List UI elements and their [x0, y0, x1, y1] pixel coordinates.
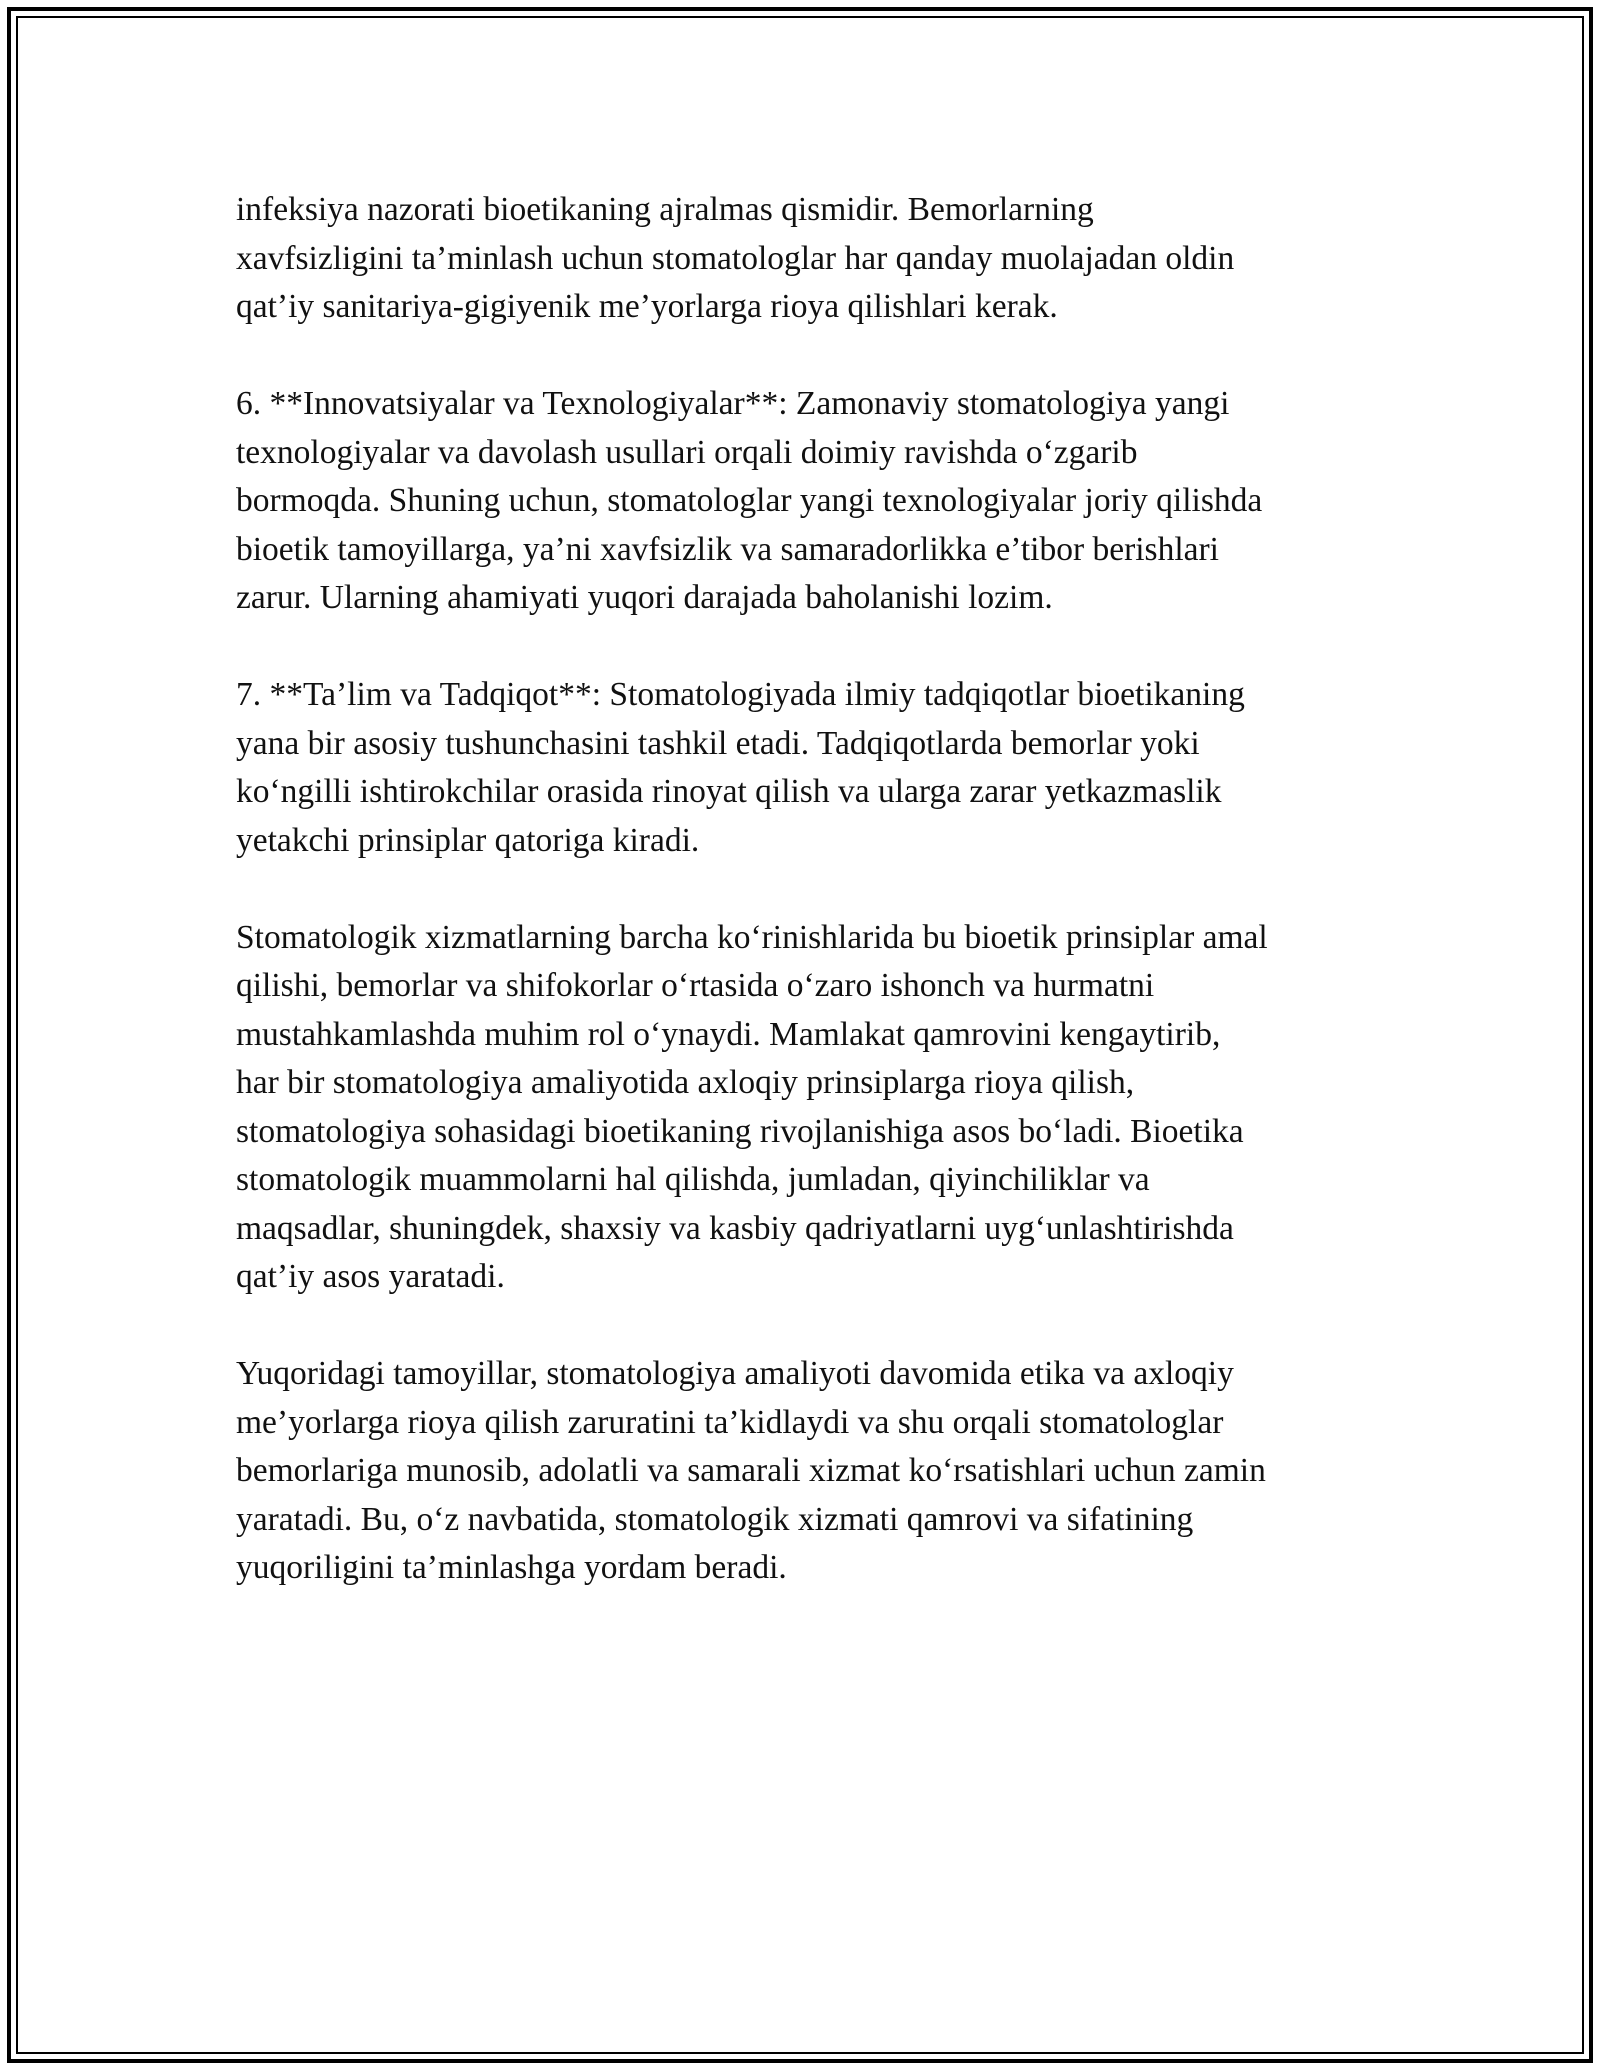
paragraph-stomatological-services: Stomatologik xizmatlarning barcha ko‘rinishlarida bu bioetik prinsiplar amal qilishi, bemorlar va shifokorlar o‘rtasida o‘zaro ishonch va hurmatni mustahkamlashda muhim rol o‘ynaydi. Mamlakat qamrovini kengaytirib, har bir stomatologiya amaliyotida axloqiy prinsiplarga rioya qilish, stomatologiya sohasidagi bioetikaning rivojlanishiga asos bo‘ladi. Bioetika stomatologik muammolarni hal qilishda, jumladan, qiyinchiliklar va maqsadlar, shuningdek, shaxsiy va kasbiy qadriyatlarni uyg‘unlashtirishda qat’iy asos yaratadi.	[236, 918, 1268, 1295]
document-body	[236, 186, 1376, 1593]
paragraph-conclusion: Yuqoridagi tamoyillar, stomatologiya amaliyoti davomida etika va axloqiy me’yorlarga rioya qilish zaruratini ta’kidlaydi va shu orqali stomatologlar bemorlariga munosib, adolatli va samarali xizmat ko‘rsatishlari uchun zamin yaratadi. Bu, o‘z navbatida, stomatologik xizmati qamrovi va sifatining yuqoriligini ta’minlashga yordam beradi.	[236, 1355, 1266, 1586]
paragraph-innovations-technologies: 6. **Innovatsiyalar va Texnologiyalar**: Zamonaviy stomatologiya yangi texnologiyalar va davolash usullari orqali doimiy ravishda o‘zgarib bormoqda. Shuning uchun, stomatologlar yangi texnologiyalar joriy qilishda bioetik tamoyillarga, ya’ni xavfsizlik va samaradorlikka e’tibor berishlari zarur. Ularning ahamiyati yuqori darajada baholanishi lozim.	[236, 385, 1263, 616]
paragraph-infection-control: infeksiya nazorati bioetikaning ajralmas qismidir. Bemorlarning xavfsizligini ta’minlash uchun stomatologlar har qanday muolajadan oldin qat’iy sanitariya-gigiyenik me’yorlarga rioya qilishlari kerak.	[236, 191, 1235, 325]
paragraph-education-research: 7. **Ta’lim va Tadqiqot**: Stomatologiyada ilmiy tadqiqotlar bioetikaning yana bir asosiy tushunchasini tashkil etadi. Tadqiqotlarda bemorlar yoki ko‘ngilli ishtirokchilar orasida rinoyat qilish va ularga zarar yetkazmaslik yetakchi prinsiplar qatoriga kiradi.	[236, 676, 1245, 859]
